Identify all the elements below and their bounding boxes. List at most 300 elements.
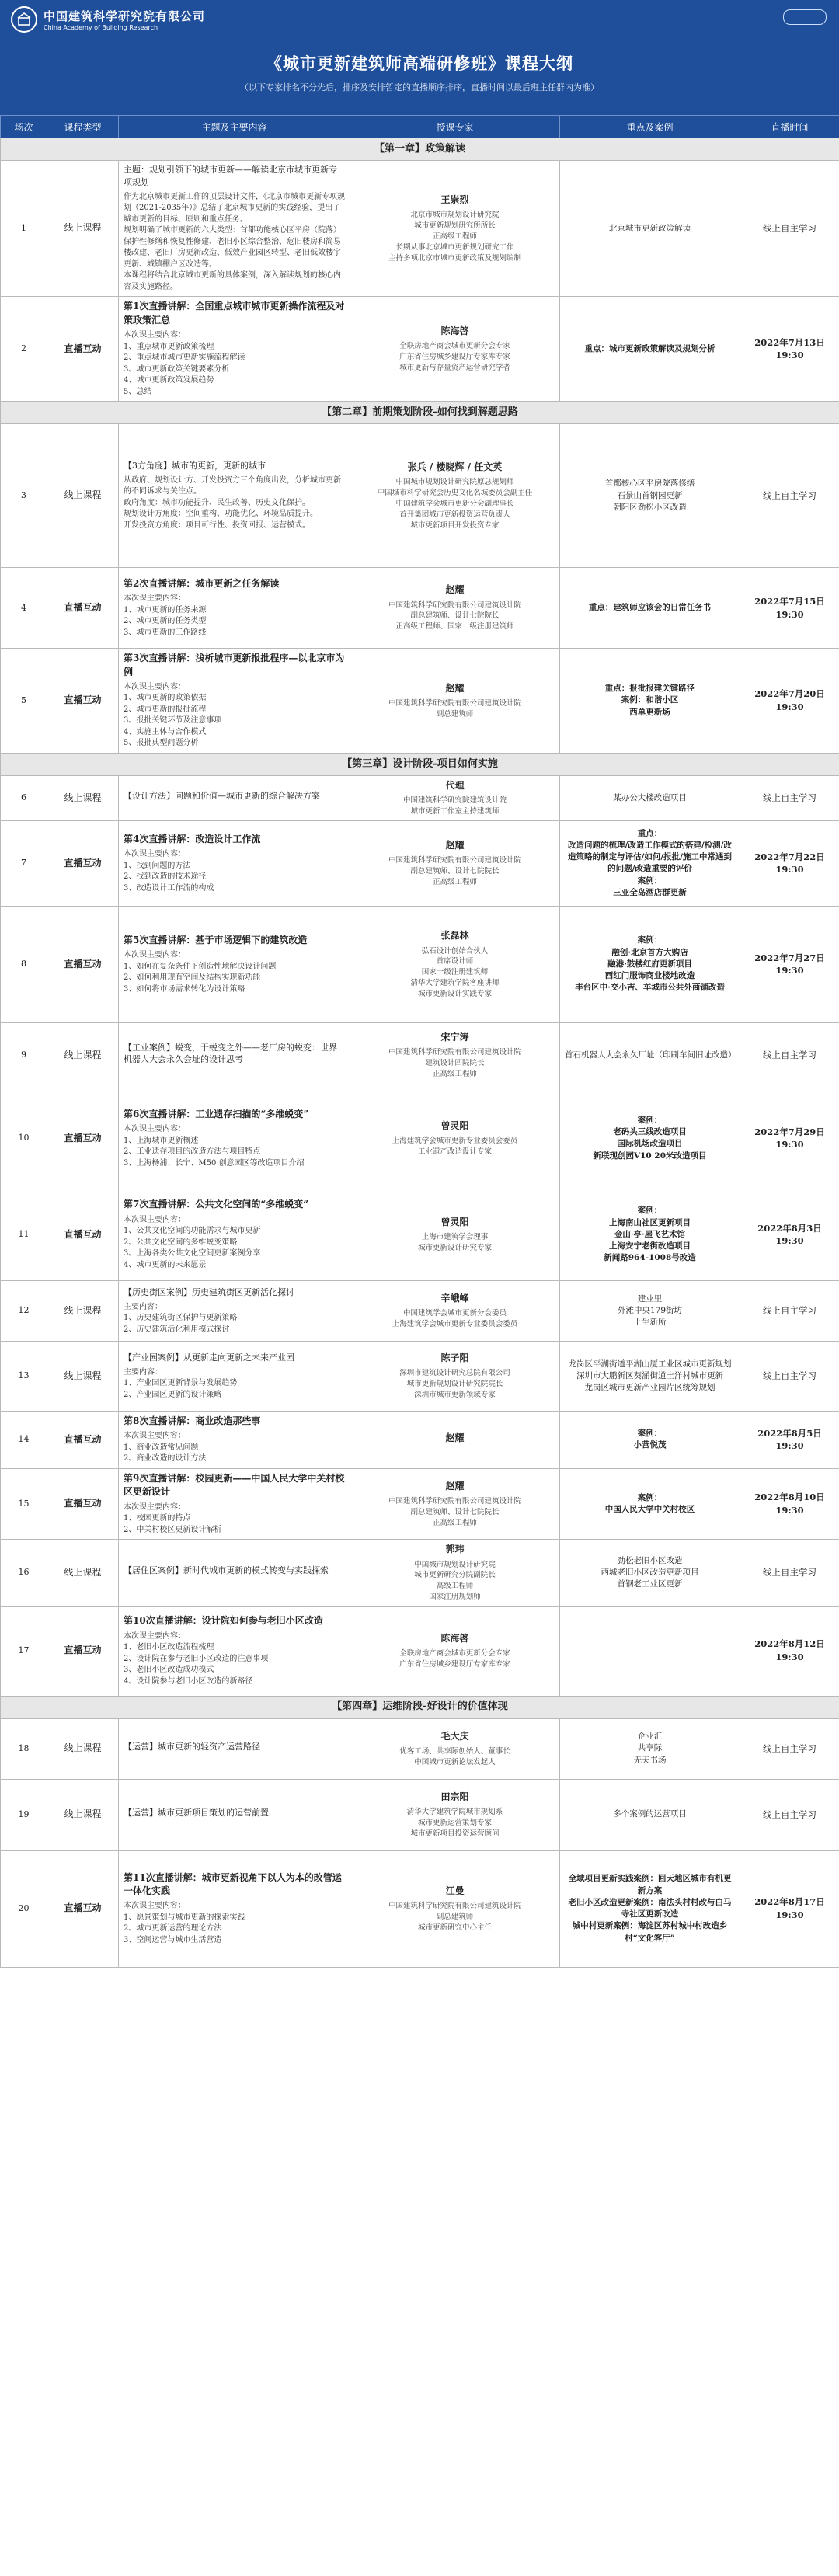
- topic-title: 第11次直播讲解：城市更新视角下以人为本的改管运一体化实践: [124, 1871, 342, 1897]
- content-line: 3、空间运营与城市生活营造: [124, 1935, 222, 1944]
- focus-line: 案例：: [637, 935, 663, 945]
- expert-name: 曾灵阳: [440, 1119, 469, 1131]
- live-time: [740, 775, 839, 820]
- content-line: 2、城市更新运营的理论方法: [124, 1924, 222, 1934]
- focus-line: 国际机场改造项目: [617, 1139, 683, 1149]
- content-line: 本次课主要内容：: [124, 1432, 186, 1441]
- expert-bio-line: 中国城市更新论坛发起人: [414, 1757, 496, 1767]
- expert-bio-line: 城市更新设计研究专家: [417, 1244, 492, 1253]
- table-row: [1, 1606, 839, 1696]
- content-line: 1、城市更新的任务来源: [124, 605, 207, 614]
- focus-line: 上海南山社区更新项目: [609, 1217, 691, 1227]
- content-line: 2、工业遗存项目的改造方法与项目特点: [124, 1147, 261, 1157]
- content-line: 2、重点城市城市更新实施流程解读: [124, 353, 245, 363]
- content-line: 本课程将结合北京城市更新的具体案例，深入解读规划的核心内容及实施路径。: [124, 271, 341, 291]
- content-line: 4、实施主体与合作模式: [124, 727, 207, 736]
- topic-title: 【运营】城市更新的轻资产运营路径: [124, 1742, 260, 1753]
- time-line: 19:30: [775, 1652, 804, 1663]
- expert-bio: [355, 946, 555, 1000]
- time-line: 线上自主学习: [763, 1050, 816, 1061]
- content-line: 1、找到问题的方法: [124, 861, 191, 870]
- focus-line: 重点：建筑师应该会的日常任务书: [588, 603, 712, 613]
- topic-cell: [119, 775, 350, 820]
- chapter-row: [1, 402, 839, 424]
- expert-bio-line: 广东省住房城乡建设厅专家库专家: [399, 1659, 510, 1669]
- session-number: 16: [1, 1540, 47, 1606]
- focus-line: 金山·亭·屋飞艺术馆: [614, 1229, 686, 1239]
- focus-line: 多个案例的运营项目: [613, 1809, 687, 1819]
- expert-bio-line: 副总建筑师、设计七院院长: [410, 867, 500, 876]
- content-line: 4、城市更新政策发展趋势: [124, 376, 214, 385]
- page-subtitle: （以下专家排名不分先后，排序及安排暂定的直播顺序排序，直播时间以最后班主任群内为准）: [240, 82, 599, 92]
- course-type: 直播互动: [47, 1189, 119, 1280]
- topic-content: [124, 1431, 345, 1465]
- content-line: 3、改造设计工作流的构成: [124, 883, 214, 893]
- expert-cell: [350, 1779, 560, 1850]
- content-line: 1、商业改造常见问题: [124, 1443, 199, 1452]
- focus-line: 新闻路964-1008号改造: [604, 1253, 696, 1263]
- session-number: 14: [1, 1411, 47, 1468]
- expert-bio-line: 主持多项北京市城市更新政策及规划编制: [388, 253, 521, 263]
- content-line: 2、设计院在参与老旧小区改造的注意事项: [124, 1654, 269, 1663]
- expert-name: 曾灵阳: [440, 1216, 469, 1227]
- expert-bio-line: 工业遗产改造设计专家: [417, 1147, 492, 1157]
- live-time: [740, 1540, 839, 1606]
- expert-bio-line: 城市更新研究分院副院长: [414, 1571, 496, 1580]
- expert-bio: [355, 1136, 555, 1157]
- expert-cell: [350, 1022, 560, 1088]
- expert-name: 陈海啓: [440, 1632, 469, 1644]
- focus-cell: [560, 1540, 740, 1606]
- time-line: 19:30: [775, 1139, 804, 1150]
- course-type: 直播互动: [47, 906, 119, 1022]
- topic-content: [124, 475, 345, 532]
- table-row: [1, 1088, 839, 1189]
- focus-line: 首都核心区平房院落修缮: [604, 479, 695, 489]
- table-row: [1, 1850, 839, 1967]
- course-type: 直播互动: [47, 1411, 119, 1468]
- column-header: 场次: [1, 116, 47, 138]
- topic-title: 第10次直播讲解：设计院如何参与老旧小区改造: [124, 1615, 323, 1627]
- course-type: 线上课程: [47, 161, 119, 297]
- live-time: [740, 1280, 839, 1341]
- session-number: 19: [1, 1779, 47, 1850]
- expert-bio-line: 正高级工程师: [432, 232, 477, 241]
- time-line: 线上自主学习: [763, 1567, 816, 1578]
- expert-bio-line: 城市更新与存量资产运营研究学者: [399, 363, 510, 372]
- time-line: 19:30: [775, 701, 804, 713]
- topic-content: [124, 192, 345, 294]
- course-type: 线上课程: [47, 775, 119, 820]
- focus-line: 改造问题的梳理/改造工作模式的搭建/检测/改造策略的制定与评估/如何/报批/施工中常遇到的问题/改造重要的评价: [567, 841, 732, 874]
- expert-bio: [355, 210, 555, 263]
- content-line: 5、报批典型问题分析: [124, 739, 199, 748]
- focus-cell: [560, 1850, 740, 1967]
- expert-cell: [350, 820, 560, 906]
- expert-bio-line: 全联房地产商会城市更新分会专家: [399, 1648, 510, 1658]
- content-line: 1、城市更新的政策依据: [124, 694, 207, 703]
- content-line: 2、城市更新的报批流程: [124, 705, 207, 714]
- chapter-title: 【第三章】设计阶段-项目如何实施: [1, 753, 839, 775]
- expert-name: 辛峨峰: [440, 1292, 469, 1304]
- content-line: 本次课主要内容：: [124, 850, 186, 859]
- time-line: 2022年7月22日: [754, 851, 825, 862]
- table-row: [1, 649, 839, 754]
- content-line: 3、城市更新政策关键要素分析: [124, 364, 230, 374]
- table-row: [1, 297, 839, 402]
- time-line: 19:30: [775, 1440, 804, 1452]
- table-row: [1, 820, 839, 906]
- content-line: 2、找到改造的技术途径: [124, 872, 207, 882]
- focus-cell: [560, 1022, 740, 1088]
- expert-bio-line: 城市更新项目开发投资专家: [410, 520, 500, 530]
- content-line: 1、公共文化空间的功能需求与城市更新: [124, 1227, 261, 1236]
- expert-bio: [355, 1746, 555, 1768]
- expert-name: 江曼: [445, 1885, 465, 1896]
- focus-cell: [560, 820, 740, 906]
- expert-bio-line: 中国城市科学研究会历史文化名城委员会副主任: [377, 489, 533, 498]
- focus-line: 重点：报批报建关键路径: [604, 684, 695, 694]
- focus-line: 企业汇: [637, 1732, 663, 1742]
- live-time: [740, 1606, 839, 1696]
- live-time: [740, 1022, 839, 1088]
- expert-bio: [355, 1560, 555, 1603]
- expert-bio: [355, 600, 555, 632]
- column-header: 主题及主要内容: [119, 116, 350, 138]
- expert-bio-line: 城市更新规划研究所所长: [414, 221, 496, 231]
- topic-content: [124, 1367, 345, 1401]
- expert-name: 张磊林: [440, 930, 469, 942]
- focus-cell: [560, 297, 740, 402]
- time-line: 2022年7月29日: [754, 1126, 825, 1137]
- content-line: 政府角度：城市功能提升、民生改善、历史文化保护。: [124, 498, 310, 507]
- topic-cell: [119, 161, 350, 297]
- topic-cell: [119, 1280, 350, 1341]
- live-time: [740, 1718, 839, 1779]
- focus-cell: [560, 568, 740, 649]
- table-header-row: [1, 116, 839, 138]
- expert-name: 张兵 / 楼晓辉 / 任文英: [407, 461, 503, 473]
- topic-cell: [119, 1189, 350, 1280]
- topic-content: [124, 330, 345, 398]
- topic-cell: [119, 1022, 350, 1088]
- focus-line: 案例：: [637, 1492, 663, 1502]
- expert-cell: [350, 775, 560, 820]
- focus-cell: [560, 1779, 740, 1850]
- expert-cell: [350, 1088, 560, 1189]
- topic-content: [124, 849, 345, 894]
- expert-bio-line: 副总建筑师、设计七院院长: [410, 611, 500, 621]
- column-header: 授课专家: [350, 116, 560, 138]
- focus-line: 融港·鼓楼红府更新项目: [607, 959, 692, 969]
- expert-bio-line: 正高级工程师、国家一级注册建筑师: [395, 622, 514, 632]
- time-line: 19:30: [775, 1909, 804, 1921]
- topic-cell: [119, 1088, 350, 1189]
- expert-bio-line: 高级工程师: [436, 1582, 474, 1591]
- expert-name: 赵耀: [445, 1480, 465, 1492]
- course-type: 直播互动: [47, 1088, 119, 1189]
- content-line: 1、老旧小区改造流程梳理: [124, 1643, 214, 1652]
- focus-line: 朝阳区劲松小区改造: [613, 502, 687, 512]
- table-row: [1, 906, 839, 1022]
- topic-cell: [119, 1341, 350, 1411]
- expert-bio-line: 城市更新设计实践专家: [417, 989, 492, 998]
- session-number: 11: [1, 1189, 47, 1280]
- focus-cell: [560, 1718, 740, 1779]
- content-line: 本次课主要内容：: [124, 1902, 186, 1911]
- expert-bio-line: 上海建筑学会城市更新专业委员会委员: [392, 1137, 518, 1146]
- expert-bio-line: 副总建筑师、设计七院院长: [410, 1507, 500, 1516]
- live-time: [740, 568, 839, 649]
- expert-name: 王崇烈: [440, 194, 469, 206]
- expert-bio-line: 正高级工程师: [432, 1070, 477, 1079]
- live-time: [740, 820, 839, 906]
- time-line: 线上自主学习: [763, 1808, 816, 1820]
- content-line: 3、城市更新的工作路线: [124, 628, 207, 637]
- expert-bio: [355, 1047, 555, 1079]
- focus-line: 石景山首钢园更新: [617, 490, 683, 500]
- session-number: 12: [1, 1280, 47, 1341]
- session-number: 13: [1, 1341, 47, 1411]
- focus-line: 案例：: [637, 875, 663, 886]
- time-line: 2022年8月10日: [754, 1492, 825, 1503]
- time-line: 2022年7月15日: [754, 595, 825, 607]
- column-header: 课程类型: [47, 116, 119, 138]
- focus-line: 共享际: [637, 1743, 663, 1753]
- content-line: 4、城市更新的未来愿景: [124, 1260, 207, 1269]
- focus-line: 重点：: [637, 828, 663, 838]
- expert-name: 田宗阳: [440, 1791, 469, 1802]
- time-line: 19:30: [775, 1504, 804, 1516]
- expert-bio-line: 中国建筑科学研究院有限公司建筑设计院: [388, 1048, 521, 1057]
- session-number: 2: [1, 297, 47, 402]
- expert-bio: [355, 795, 555, 817]
- live-time: [740, 649, 839, 754]
- topic-cell: [119, 649, 350, 754]
- course-type: 直播互动: [47, 568, 119, 649]
- topic-title: 【产业园案例】从更新走向更新之未来产业园: [124, 1352, 294, 1363]
- chapter-title: 【第一章】政策解读: [1, 138, 839, 161]
- chapter-row: [1, 753, 839, 775]
- table-row: [1, 1468, 839, 1539]
- chapter-row: [1, 1696, 839, 1718]
- time-line: 19:30: [775, 864, 804, 875]
- expert-bio-line: 中国建筑科学研究院有限公司建筑设计院: [388, 856, 521, 865]
- time-line: 2022年8月17日: [754, 1896, 825, 1908]
- expert-bio-line: 建筑设计四院院长: [425, 1059, 485, 1068]
- content-line: 规划明确了城市更新的六大类型：首都功能核心区平房（院落）保护性修缮和恢复性修建、老旧小区综合整治、危旧楼房和简易楼改建、老旧厂房更新改造、低效产业园区转型、老旧低效楼宇更新、城镇棚户区改造等。: [124, 226, 341, 269]
- expert-bio: [355, 1308, 555, 1330]
- expert-name: 陈子阳: [440, 1352, 469, 1364]
- chapter-title: 【第四章】运维阶段-好设计的价值体现: [1, 1696, 839, 1718]
- focus-cell: [560, 1468, 740, 1539]
- focus-line: 三亚全岛酒店群更新: [613, 887, 687, 897]
- content-line: 4、设计院参与老旧小区改造的新路径: [124, 1676, 253, 1686]
- table-row: [1, 568, 839, 649]
- table-row: [1, 1779, 839, 1850]
- expert-bio-line: 中国建筑科学研究院有限公司建筑设计院: [388, 698, 521, 708]
- expert-bio-line: 深圳市建筑设计研究总院有限公司: [399, 1369, 510, 1378]
- topic-content: [124, 1302, 345, 1336]
- content-line: 本次课主要内容：: [124, 951, 186, 960]
- focus-line: 城中村更新案例：海淀区苏村城中村改造乡村“文化客厅”: [572, 1921, 728, 1943]
- topic-title: 【居住区案例】新时代城市更新的模式转变与实践探索: [124, 1565, 329, 1576]
- expert-bio-line: 中国建筑科学研究院有限公司建筑设计院: [388, 600, 521, 610]
- expert-cell: [350, 1540, 560, 1606]
- course-type: 线上课程: [47, 1280, 119, 1341]
- content-line: 3、如何将市场需求转化为设计策略: [124, 984, 245, 994]
- expert-bio-line: 国家一级注册建筑师: [421, 968, 489, 977]
- expert-cell: [350, 906, 560, 1022]
- content-line: 2、中关村校区更新设计解析: [124, 1525, 222, 1534]
- topic-cell: [119, 1540, 350, 1606]
- expert-bio: [355, 1496, 555, 1528]
- focus-line: 首钢老工业区更新: [617, 1579, 683, 1589]
- content-line: 3、上海各类公共文化空间更新案例分享: [124, 1249, 261, 1258]
- topic-title: 【工业案例】蜕变，于蜕变之外——老厂房的蜕变：世界机器人大会永久会址的设计思考: [124, 1042, 337, 1065]
- focus-line: 全域项目更新实践案例：回天地区城市有机更新方案: [568, 1874, 732, 1895]
- focus-cell: [560, 161, 740, 297]
- content-line: 1、重点城市更新政策梳理: [124, 342, 214, 351]
- org-logo: [11, 6, 205, 33]
- content-line: 2、产业园区更新的设计策略: [124, 1390, 222, 1399]
- expert-bio-line: 首开集团城市更新投资运营负责人: [399, 510, 510, 519]
- expert-bio-line: 中国建筑学会城市更新分会副理事长: [395, 499, 514, 508]
- expert-bio: [355, 698, 555, 720]
- session-number: 10: [1, 1088, 47, 1189]
- content-line: 作为北京城市更新工作的顶层设计文件，《北京市城市更新专项规划（2021-2035年）》总结了北京城市更新的实践经验，提出了城市更新的目标、原则和重点任务。: [124, 192, 345, 224]
- expert-cell: [350, 1411, 560, 1468]
- focus-line: 龙岗区平湖街道平湖山厦工业区城市更新规划: [568, 1359, 732, 1369]
- content-line: 2、历史建筑活化利用模式探讨: [124, 1325, 230, 1334]
- expert-bio: [355, 1807, 555, 1839]
- expert-bio-line: 城市更新项目投资运营顾问: [410, 1829, 500, 1838]
- course-type: 线上课程: [47, 424, 119, 568]
- topic-title: 第3次直播讲解：浅析城市更新报批程序—以北京市为例: [124, 653, 345, 677]
- expert-bio: [355, 1232, 555, 1254]
- focus-line: 小营悦茂: [633, 1440, 667, 1450]
- time-line: 线上自主学习: [763, 489, 816, 501]
- expert-cell: [350, 568, 560, 649]
- content-line: 1、愿景策划与城市更新的探索实践: [124, 1913, 245, 1922]
- live-time: [740, 1468, 839, 1539]
- content-line: 1、历史建筑街区保护与更新策略: [124, 1314, 238, 1323]
- focus-line: 案例：: [637, 1206, 663, 1216]
- session-number: 1: [1, 161, 47, 297]
- topic-cell: [119, 568, 350, 649]
- topic-title: 【3方角度】城市的更新，更新的城市: [124, 460, 266, 471]
- expert-bio: [355, 1901, 555, 1933]
- time-line: 2022年7月27日: [754, 952, 825, 963]
- time-line: 线上自主学习: [763, 222, 816, 234]
- topic-cell: [119, 297, 350, 402]
- live-time: [740, 1189, 839, 1280]
- live-time: [740, 297, 839, 402]
- session-number: 8: [1, 906, 47, 1022]
- topic-title: 第8次直播讲解：商业改造那些事: [124, 1415, 261, 1426]
- course-type: 直播互动: [47, 297, 119, 402]
- content-line: 本次课主要内容：: [124, 1125, 186, 1134]
- time-line: 2022年8月5日: [757, 1427, 822, 1439]
- topic-cell: [119, 1718, 350, 1779]
- session-number: 5: [1, 649, 47, 754]
- table-row: [1, 1022, 839, 1088]
- org-name-cn: 中国建筑科学研究院有限公司: [44, 9, 206, 23]
- focus-line: 西单更新场: [629, 707, 670, 717]
- topic-title: 第2次直播讲解：城市更新之任务解读: [124, 577, 280, 589]
- topic-title: 第4次直播讲解：改造设计工作流: [124, 833, 261, 844]
- expert-bio-line: 上海市建筑学会理事: [421, 1233, 489, 1242]
- focus-line: 建业里: [637, 1293, 663, 1304]
- topic-content: [124, 1502, 345, 1537]
- topic-title: 第5次直播讲解：基于市场逻辑下的建筑改造: [124, 934, 308, 945]
- table-row: [1, 1341, 839, 1411]
- topic-title: 【历史街区案例】历史建筑街区更新活化探讨: [124, 1286, 294, 1297]
- expert-bio-line: 副总建筑师: [436, 1912, 474, 1921]
- expert-name: 赵耀: [445, 1432, 465, 1443]
- expert-cell: [350, 297, 560, 402]
- live-time: [740, 1779, 839, 1850]
- time-line: 2022年8月3日: [757, 1222, 822, 1234]
- expert-name: 毛大庆: [440, 1730, 469, 1742]
- course-type: 直播互动: [47, 649, 119, 754]
- focus-line: 案例：和谐小区: [621, 695, 679, 705]
- focus-cell: [560, 1606, 740, 1696]
- chapter-row: [1, 138, 839, 161]
- expert-name: 赵耀: [445, 682, 465, 694]
- topic-content: [124, 1901, 345, 1946]
- focus-cell: [560, 1341, 740, 1411]
- topic-content: [124, 594, 345, 639]
- expert-bio-line: 中国建筑科学研究院有限公司建筑设计院: [388, 1902, 521, 1911]
- expert-bio-line: 城市更新规划设计研究院院长: [406, 1380, 503, 1389]
- page-header: [0, 0, 839, 115]
- expert-bio-line: 副总建筑师: [436, 709, 474, 719]
- content-line: 2、公共文化空间的多维蜕变策略: [124, 1238, 238, 1247]
- focus-line: 丰台区中·交小吉、车城市公共外商铺改造: [575, 983, 725, 993]
- focus-cell: [560, 906, 740, 1022]
- table-row: [1, 775, 839, 820]
- topic-cell: [119, 424, 350, 568]
- expert-cell: [350, 1341, 560, 1411]
- time-line: 2022年7月20日: [754, 688, 825, 700]
- course-outline-table: [0, 115, 839, 1968]
- expert-cell: [350, 1468, 560, 1539]
- content-line: 本次课主要内容：: [124, 1631, 186, 1641]
- topic-title: 【运营】城市更新项目策划的运营前置: [124, 1808, 269, 1819]
- expert-bio-line: 弘石设计创始合伙人: [421, 946, 489, 956]
- content-line: 1、上海城市更新概述: [124, 1136, 199, 1145]
- focus-line: 中国人民大学中关村校区: [604, 1504, 695, 1514]
- time-line: 线上自主学习: [763, 1370, 816, 1382]
- topic-title: 【设计方法】问题和价值—城市更新的综合解决方案: [124, 791, 320, 802]
- topic-cell: [119, 1779, 350, 1850]
- course-type: 直播互动: [47, 1850, 119, 1967]
- focus-cell: [560, 1088, 740, 1189]
- corner-badge: [783, 9, 827, 25]
- topic-title: 第9次直播讲解：校园更新——中国人民大学中关村校区更新设计: [124, 1472, 345, 1498]
- topic-content: [124, 1124, 345, 1169]
- time-line: 19:30: [775, 350, 804, 361]
- expert-cell: [350, 1606, 560, 1696]
- expert-bio-line: 深圳市城市更新领域专家: [414, 1391, 496, 1400]
- expert-bio-line: 北京市城市规划设计研究院: [410, 211, 500, 220]
- time-line: 2022年8月12日: [754, 1638, 825, 1650]
- content-line: 1、产业园区更新背景与发展趋势: [124, 1379, 238, 1388]
- live-time: [740, 1411, 839, 1468]
- expert-cell: [350, 424, 560, 568]
- live-time: [740, 424, 839, 568]
